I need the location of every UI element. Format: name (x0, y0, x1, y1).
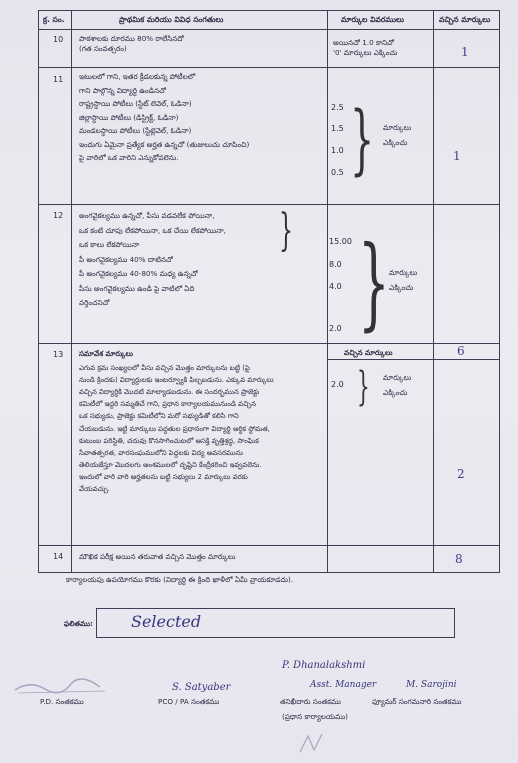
criteria-line: పాఠశాలకు దూరము 80% రాలేసినదో (79, 34, 184, 43)
row-criteria (79, 34, 184, 53)
scale-label (389, 268, 417, 293)
criteria-line: ఇందులో వారి వారి అర్హతలను బట్టి సభ్యులు 2 మార్కులు వరకు (79, 472, 248, 481)
criteria-line: ఒక కంటి చూపు లేకపోయినా, ఒక చేయి లేకపోయినా, (79, 225, 226, 235)
criteria-line: రాష్ట్రస్థాయి పోటీలు (స్టేట్ లెవెల్, ఓడినా) (79, 99, 192, 108)
row-divider (39, 29, 499, 30)
head-label: ఫ్యూమర్ సంగమనారి సంతకము (372, 697, 462, 706)
col-divider (327, 11, 328, 572)
scale-value: 4.0 (329, 282, 342, 291)
brace-icon: } (358, 224, 390, 341)
header-marks-obtained: వచ్చిన మార్కులు (439, 15, 491, 24)
brace-icon: } (279, 205, 293, 256)
row-criteria: మౌఖిక పరీక్ష అయిన తరువాత వచ్చిన మొత్తం మార్కులు (79, 552, 236, 561)
criteria-line: వర్తించనిచో (79, 298, 110, 307)
criteria-line: పీ అంగవైకల్యము 40% దాటినచో (79, 254, 173, 264)
row-number: 12 (53, 211, 64, 220)
detail-line: '0' మార్కులు ఎక్కించు (333, 47, 398, 57)
scale-label-line: మార్కులు (383, 373, 412, 382)
pco-signature: S. Satyaber (172, 682, 231, 693)
scale-label-line: ఎక్కించు (383, 137, 408, 147)
criteria-line: ఎగువ క్రమ సంఖ్యలలో వీసు వచ్చిన మొత్తం మార్కులను బట్టి (పై (79, 364, 250, 372)
scale-value: 8.0 (329, 260, 342, 269)
criteria-line: వచ్చిన విద్యార్థికి మొదటి మాల్యాడబడును. ఈ సందర్భమున ప్రాజెక్టు (79, 388, 260, 397)
detail-line: అయినచో 1.0 కానిచో (333, 38, 394, 47)
obtained-mark: 2 (457, 467, 465, 481)
criteria-line: పీ అంగవైకల్యము 40-80% మధ్య ఉన్నచో (79, 269, 198, 278)
row-number: 14 (53, 552, 64, 561)
row-number: 10 (53, 35, 64, 44)
scale-value: 0.5 (331, 168, 344, 177)
col-divider (433, 11, 434, 572)
brace-icon: } (357, 364, 370, 410)
head-signature: M. Sarojini (406, 680, 457, 690)
criteria-line: పై వారిలో ఒక వారిని ఎన్నుకోవలెను. (79, 153, 179, 162)
office-label: (ప్రధాన కార్యాలయము) (282, 712, 348, 721)
pco-label: PCO / PA సంతకము (158, 697, 220, 706)
criteria-line: సేవాతత్పరత, వారసంఘములోని పెద్దలకు విద్య అవసరమును (79, 448, 243, 457)
row-divider (39, 343, 499, 344)
criteria-line: ఇందుగు ఏమైనా ప్రత్యేక అర్హత ఉన్నచో (తుజులుచు చూపించి) (79, 139, 250, 149)
row-criteria (79, 211, 226, 308)
row-divider (327, 359, 499, 360)
obtained-mark: 8 (455, 552, 463, 566)
row-divider (39, 204, 499, 205)
scale-label (383, 373, 411, 398)
treasurer-title: Asst. Manager (310, 680, 377, 690)
pd-label: P.D. సంతకము (40, 697, 84, 706)
scale-label-line: ఎక్కించు (383, 387, 408, 397)
treasurer-label: తనిఖీదారు సంతకము (280, 697, 341, 706)
row-criteria (79, 72, 249, 163)
criteria-line: అంగవైకల్యము ఉన్నచో, పీసు వడవలేక పోయినా, (79, 211, 215, 220)
scale-value: 2.5 (331, 103, 344, 112)
signature-pd (10, 675, 110, 697)
office-note: కార్యాలయపు ఉపయోగము కొరకు (విద్యార్థి ఈ క్రింది ఖాళీలో ఏమీ వ్రాయకూడదు). (66, 575, 294, 584)
criteria-line: కుటుంబ పరిస్థితి, చదువు కొనసాగించుటలో ఆసక్తి వృత్తిశ్రద్ధ, సాంఘిక (79, 436, 259, 445)
scale-label (383, 123, 411, 148)
criteria-line: (గత సంవత్సరం) (79, 43, 127, 53)
scale-value: 1.5 (331, 124, 344, 133)
row-divider (39, 545, 499, 546)
col-divider (71, 11, 72, 572)
row-detail (333, 38, 397, 57)
scale-value: 2.0 (329, 324, 342, 333)
brace-icon: } (350, 94, 375, 183)
criteria-line: ఒక సభ్యుడు, ప్రాజెక్టు కమిటీలోని మరో సభ్యుడితో కలిసి గాని (79, 412, 239, 421)
criteria-line: ఒక కాలు లేకపోయినా (79, 240, 140, 249)
criteria-line: తెలియజేస్తూ మొదలగు అంశములలో దృష్టిని కేంద్రీకరించి ఇవ్వవలెను. (79, 460, 262, 469)
criteria-line: నుండి క్రిందకు) విద్యార్థులకు ఇంటర్వ్యూకి పిల్చబడును. ఎక్కువ మార్కులు (79, 376, 274, 385)
scale-label-line: ఎక్కించు (389, 282, 414, 292)
criteria-line: కమిటీలో ఇద్దరి సమ్మతిచే గాని, ప్రధాన కార్యాలయమునుండి వచ్చిన (79, 400, 256, 409)
treasurer-signature: P. Dhanalakshmi (282, 660, 366, 671)
criteria-line: గాని పాల్గొన్న విద్యార్థి ఉండినచో (79, 85, 166, 95)
criteria-line: పీసు అంగవైకల్యము ఉండి పై వాటిలో ఏది (79, 283, 195, 293)
scale-label-line: మార్కులు (389, 268, 418, 277)
row-title: సమావేశ మార్కులు (79, 349, 134, 358)
result-box (96, 608, 455, 638)
header-sno: క్ర. సం. (43, 15, 65, 24)
row-number: 13 (53, 350, 64, 359)
result-value: Selected (131, 612, 202, 631)
criteria-line: ఇటులలో గాని, ఇతర క్రీడలకున్న పోటీలలో (79, 72, 196, 81)
header-criteria: ప్రాథమిక మరియు వివిధ సంగతులు (119, 15, 224, 24)
row-divider (39, 67, 499, 68)
criteria-line: మండలస్థాయి పోటీలు (స్టేట్లెవెల్, ఓడినా) (79, 126, 192, 135)
scale-value: 1.0 (331, 146, 344, 155)
obtained-mark: 6 (457, 344, 465, 358)
detail-header: వచ్చిన మార్కులు (344, 348, 393, 357)
scale-label-line: మార్కులు (383, 123, 412, 132)
criteria-line: జిల్లాస్థాయి పోటీలు (డిస్ట్రిక్ట్, ఓడినా) (79, 112, 179, 122)
marks-table (38, 10, 500, 573)
criteria-line: వేయవచ్చు. (79, 485, 110, 494)
row-criteria (79, 364, 325, 494)
obtained-mark: 1 (453, 149, 461, 163)
scale-value: 2.0 (331, 380, 344, 389)
row-number: 11 (53, 75, 64, 84)
result-label: ఫలితము: (64, 619, 93, 628)
header-marks-detail: మార్కుల వివరములు (341, 15, 405, 24)
obtained-mark: 1 (461, 45, 469, 59)
initials-mark (296, 728, 326, 758)
scale-value: 15.00 (329, 237, 352, 246)
criteria-line: చేయబడును. ఇట్టి మార్కులు పద్ధతుల ప్రధానంగా విద్యార్థి ఆర్థిక స్థోమత, (79, 424, 270, 433)
